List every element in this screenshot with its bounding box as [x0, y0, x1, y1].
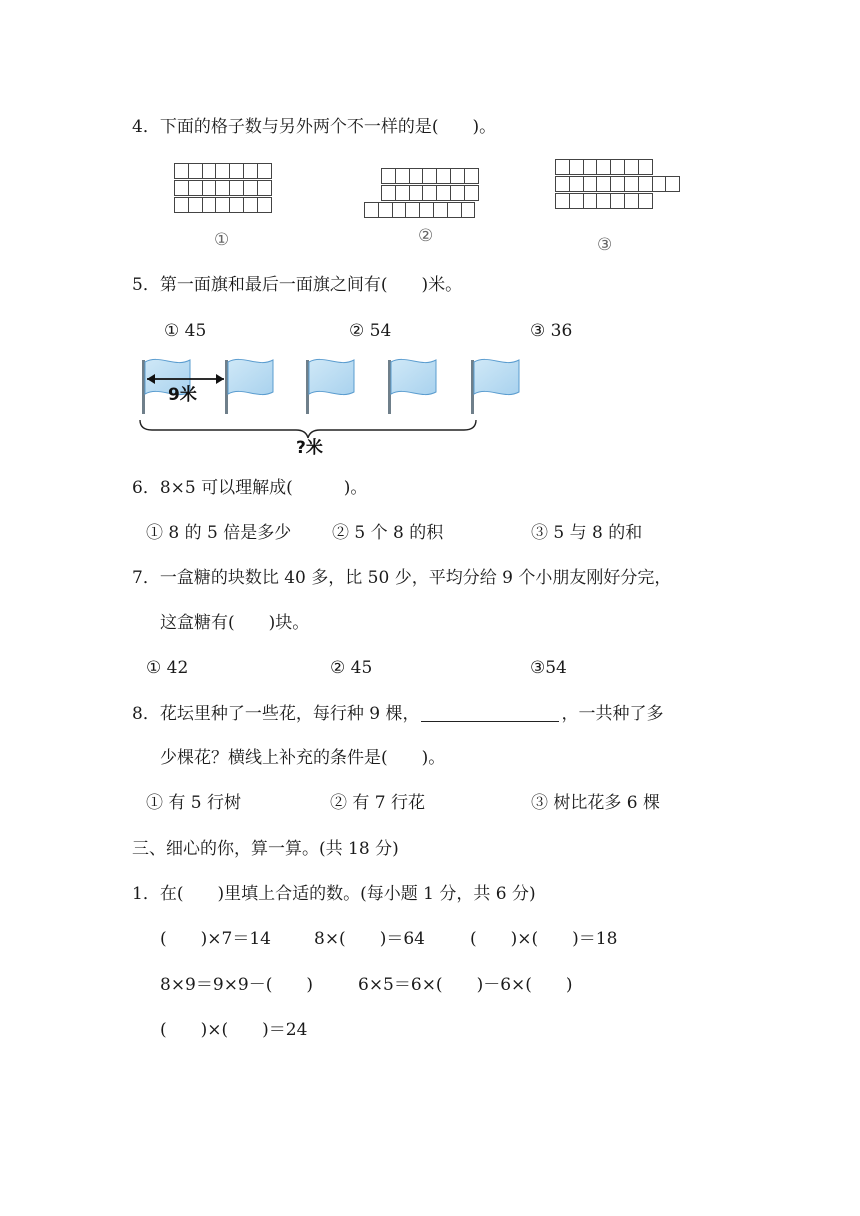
- flag-4: [388, 359, 436, 414]
- equation-5: 6×5＝6×( )－6×( ): [358, 975, 573, 995]
- q5-option-2: ② 54: [349, 321, 392, 341]
- grid-row: [364, 202, 474, 218]
- grid-row: [555, 193, 652, 209]
- q8-option-2: ② 有 7 行花: [330, 793, 426, 813]
- q8-stem-part1: 8．花坛里种了一些花，每行种 9 棵，: [132, 704, 420, 724]
- q7-option-2: ② 45: [330, 658, 373, 678]
- q5-stem: 5．第一面旗和最后一面旗之间有( )米。: [132, 275, 463, 295]
- q7-option-1: ① 42: [146, 658, 189, 678]
- flags-figure: [130, 352, 540, 458]
- grid-figure-2: [364, 168, 488, 222]
- q4-stem: 4．下面的格子数与另外两个不一样的是( )。: [132, 117, 497, 137]
- q5-option-1: ① 45: [164, 321, 207, 341]
- figure-label-1: ①: [214, 230, 230, 250]
- q8-stem-line1: [132, 703, 663, 725]
- q7-stem-line2: 这盒糖有( )块。: [160, 613, 310, 633]
- equation-4: 8×9＝9×9－( ): [160, 975, 314, 995]
- figure-label-2: ②: [418, 226, 434, 246]
- flag-2: [225, 359, 273, 414]
- q6-option-3: ③ 5 与 8 的和: [531, 523, 643, 543]
- q6-option-2: ② 5 个 8 的积: [332, 523, 444, 543]
- equation-3: ( )×( )＝18: [470, 929, 618, 949]
- grid-row: [174, 163, 271, 179]
- flag-3: [306, 359, 354, 414]
- q8-stem-part2: ，一共种了多: [561, 704, 664, 724]
- figure-label-3: ③: [597, 235, 613, 255]
- grid-row: [555, 176, 679, 192]
- equation-2: 8×( )＝64: [314, 929, 425, 949]
- interval-label: 9米: [168, 385, 197, 405]
- q6-stem: 6．8×5 可以理解成( )。: [132, 478, 368, 498]
- q7-stem-line1: 7．一盒糖的块数比 40 多，比 50 少，平均分给 9 个小朋友刚好分完，: [132, 568, 672, 588]
- total-label: ?米: [296, 438, 323, 458]
- grid-row: [174, 180, 271, 196]
- grid-row: [381, 185, 478, 201]
- section3-q1-stem: 1．在( )里填上合适的数。(每小题 1 分，共 6 分): [132, 884, 536, 904]
- grid-row: [174, 197, 271, 213]
- q8-option-3: ③ 树比花多 6 棵: [531, 793, 661, 813]
- q8-option-1: ① 有 5 行树: [146, 793, 242, 813]
- equation-6: ( )×( )＝24: [160, 1020, 308, 1040]
- section3-title: 三、细心的你，算一算。(共 18 分): [132, 839, 399, 859]
- grid-row: [381, 168, 478, 184]
- equation-1: ( )×7＝14: [160, 929, 271, 949]
- grid-figure-3: [555, 159, 695, 215]
- grid-figure-1: [174, 163, 280, 217]
- fill-in-blank: [421, 705, 559, 722]
- q7-option-3: ③54: [530, 658, 567, 678]
- q5-option-3: ③ 36: [530, 321, 573, 341]
- grid-row: [555, 159, 652, 175]
- flag-5: [471, 359, 519, 414]
- total-brace: [140, 420, 476, 438]
- q8-stem-line2: 少棵花？横线上补充的条件是( )。: [160, 748, 446, 768]
- q6-option-1: ① 8 的 5 倍是多少: [146, 523, 292, 543]
